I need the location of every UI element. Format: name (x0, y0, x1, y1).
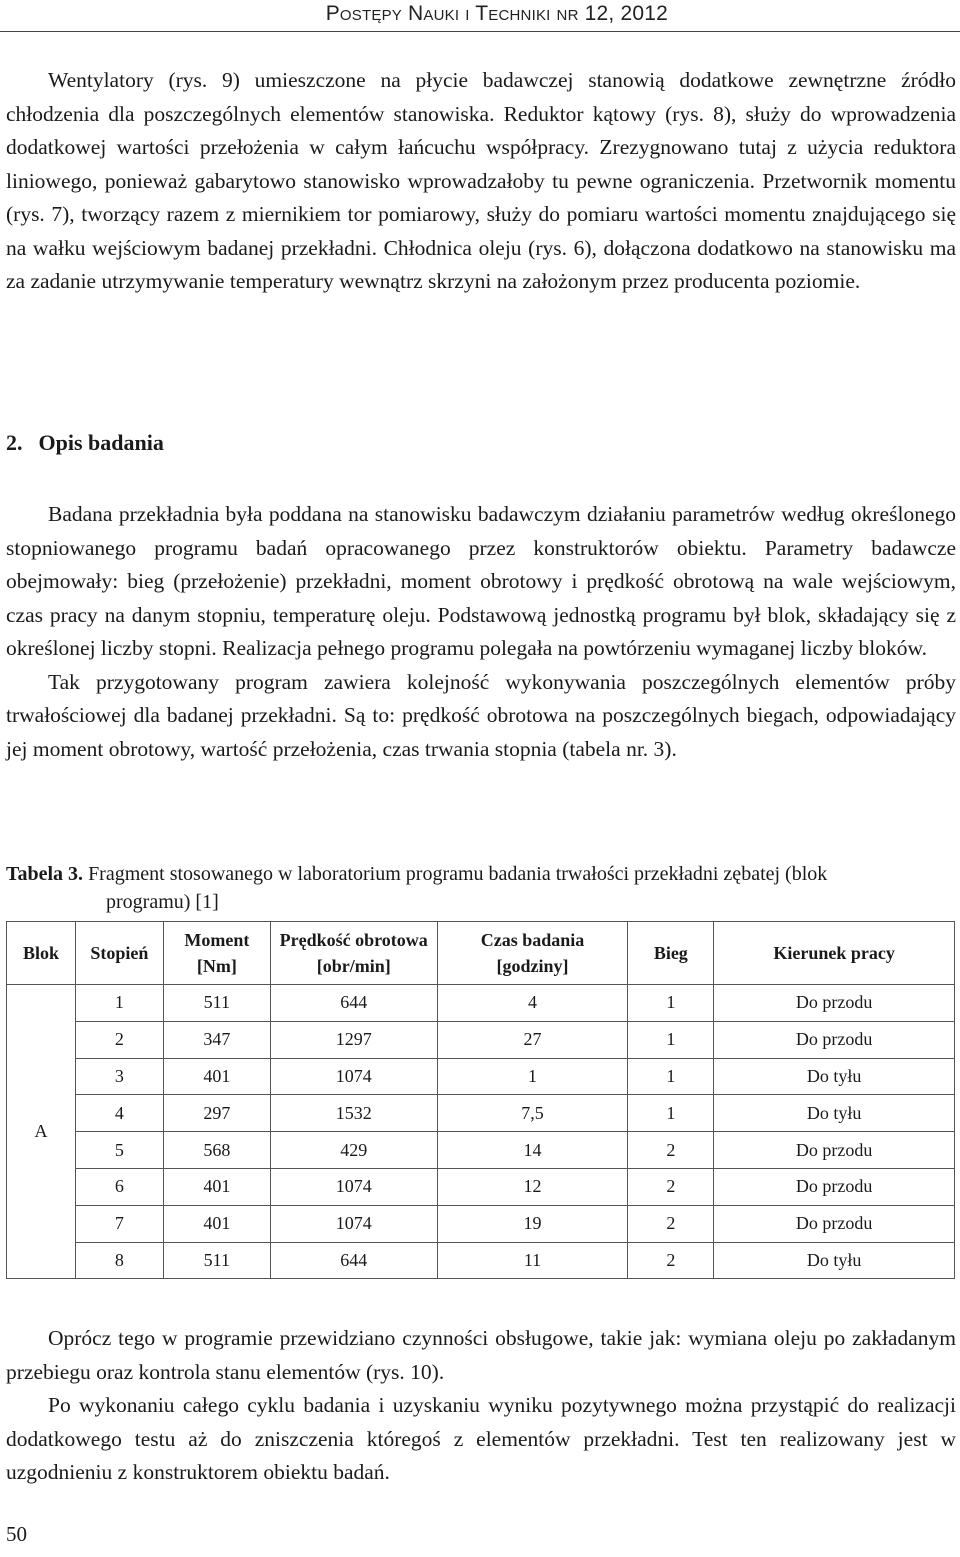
cell-predkosc: 1532 (270, 1095, 437, 1132)
body-text-closing (6, 1322, 956, 1490)
table-row (7, 1021, 955, 1058)
caption-text: Fragment stosowanego w laboratorium programu badania trwałości przekładni zębatej (blok (88, 863, 828, 885)
paragraph: Wentylatory (rys. 9) umieszczone na płycie badawczej stanowią dodatkowe zewnętrzne źródło chłodzenia dla poszczególnych elementów stanowiska. Reduktor kątowy (rys. 8), służy do wprowadzenia dodatkowej wartości przełożenia w całym łańcuchu współpracy. Zrezygnowano tutaj z użycia reduktora liniowego, ponieważ gabarytowo stanowisko wprowadzałoby tu pewne ograniczenia. Przetwornik momentu (rys. 7), tworzący razem z miernikiem tor pomiarowy, służy do pomiaru wartości momentu znajdującego się na wałku wejściowym badanej przekładni. Chłodnica oleju (rys. 6), dołączona dodatkowo na stanowisku ma za zadanie utrzymywanie temperatury wewnątrz skrzyni na założonym przez producenta poziomie. (6, 68, 956, 293)
cell-stopien: 1 (75, 985, 163, 1022)
table-row (7, 1095, 955, 1132)
cell-czas: 7,5 (437, 1095, 628, 1132)
cell-kierunek: Do tyłu (714, 1058, 955, 1095)
cell-kierunek: Do tyłu (714, 1242, 955, 1279)
body-text-description (6, 498, 956, 766)
cell-moment: 401 (163, 1168, 270, 1205)
header-predkosc: Prędkość obrotowa [obr/min] (270, 922, 437, 985)
paragraph: Po wykonaniu całego cyklu badania i uzyskaniu wyniku pozytywnego można przystąpić do realizacji dodatkowego testu aż do zniszczenia któregoś z elementów przekładni. Test ten realizowany jest w uzgodnieniu z konstruktorem obiektu badań. (6, 1393, 956, 1484)
caption-text-continued: programu) [1] (106, 891, 219, 913)
cell-bieg: 1 (628, 1021, 714, 1058)
table-row (7, 985, 955, 1022)
table-body (7, 985, 955, 1279)
cell-bieg: 2 (628, 1132, 714, 1169)
header-blok: Blok (7, 922, 76, 985)
cell-moment: 297 (163, 1095, 270, 1132)
table-header-row (7, 922, 955, 985)
paragraph: Oprócz tego w programie przewidziano czynności obsługowe, takie jak: wymiana oleju po zakładanym przebiegu oraz kontrola stanu elementów (rys. 10). (6, 1326, 956, 1384)
body-text-intro (6, 64, 956, 299)
table-row (7, 1058, 955, 1095)
section-number: 2. (6, 430, 23, 455)
cell-bieg: 2 (628, 1242, 714, 1279)
cell-moment: 401 (163, 1205, 270, 1242)
cell-czas: 4 (437, 985, 628, 1022)
page-number: 50 (6, 1522, 27, 1546)
cell-stopien: 7 (75, 1205, 163, 1242)
cell-bieg: 2 (628, 1205, 714, 1242)
table-row (7, 1242, 955, 1279)
section-heading (6, 430, 164, 456)
header-kierunek: Kierunek pracy (714, 922, 955, 985)
test-program-table (6, 921, 955, 1279)
caption-label: Tabela 3. (6, 863, 84, 885)
table-row (7, 1132, 955, 1169)
cell-czas: 19 (437, 1205, 628, 1242)
cell-kierunek: Do przodu (714, 1168, 955, 1205)
paragraph: Badana przekładnia była poddana na stanowisku badawczym działaniu parametrów według określonego stopniowanego programu badań opracowanego przez konstruktorów obiektu. Parametry badawcze obejmowały: bieg (przełożenie) przekładni, moment obrotowy i prędkość obrotową na wale wejściowym, czas pracy na danym stopniu, temperaturę oleju. Podstawową jednostką programu był blok, składający się z określonej liczby stopni. Realizacja pełnego programu polegała na powtórzeniu wymaganej liczby bloków. (6, 502, 956, 660)
cell-bieg: 2 (628, 1168, 714, 1205)
caption-line (6, 860, 956, 888)
cell-predkosc: 1074 (270, 1058, 437, 1095)
cell-kierunek: Do przodu (714, 985, 955, 1022)
page-header (0, 0, 960, 32)
cell-bieg: 1 (628, 1095, 714, 1132)
cell-czas: 12 (437, 1168, 628, 1205)
cell-czas: 27 (437, 1021, 628, 1058)
cell-predkosc: 429 (270, 1132, 437, 1169)
header-stopien: Stopień (75, 922, 163, 985)
cell-kierunek: Do tyłu (714, 1095, 955, 1132)
table-row (7, 1168, 955, 1205)
cell-kierunek: Do przodu (714, 1021, 955, 1058)
cell-predkosc: 644 (270, 985, 437, 1022)
block-cell: A (7, 985, 76, 1279)
header-bieg: Bieg (628, 922, 714, 985)
cell-stopien: 5 (75, 1132, 163, 1169)
header-rule (0, 31, 960, 32)
cell-bieg: 1 (628, 1058, 714, 1095)
cell-stopien: 2 (75, 1021, 163, 1058)
cell-moment: 347 (163, 1021, 270, 1058)
cell-moment: 401 (163, 1058, 270, 1095)
paragraph: Tak przygotowany program zawiera kolejność wykonywania poszczególnych elementów próby trwałościowej dla badanej przekładni. Są to: prędkość obrotowa na poszczególnych biegach, odpowiadający jej moment obrotowy, wartość przełożenia, czas trwania stopnia (tabela nr. 3). (6, 669, 956, 761)
cell-kierunek: Do przodu (714, 1132, 955, 1169)
cell-czas: 14 (437, 1132, 628, 1169)
table-row (7, 1205, 955, 1242)
section-title: Opis badania (38, 430, 164, 455)
cell-czas: 1 (437, 1058, 628, 1095)
journal-title: Postępy Nauki i Techniki nr 12, 2012 (325, 2, 668, 25)
data-table (6, 921, 955, 1279)
cell-predkosc: 1297 (270, 1021, 437, 1058)
cell-predkosc: 1074 (270, 1205, 437, 1242)
cell-stopien: 8 (75, 1242, 163, 1279)
cell-bieg: 1 (628, 985, 714, 1022)
cell-predkosc: 1074 (270, 1168, 437, 1205)
cell-stopien: 4 (75, 1095, 163, 1132)
cell-moment: 568 (163, 1132, 270, 1169)
cell-predkosc: 644 (270, 1242, 437, 1279)
cell-moment: 511 (163, 985, 270, 1022)
cell-czas: 11 (437, 1242, 628, 1279)
header-moment: Moment [Nm] (163, 922, 270, 985)
cell-moment: 511 (163, 1242, 270, 1279)
table-caption (6, 860, 956, 916)
header-czas: Czas badania [godziny] (437, 922, 628, 985)
cell-kierunek: Do przodu (714, 1205, 955, 1242)
cell-stopien: 3 (75, 1058, 163, 1095)
cell-stopien: 6 (75, 1168, 163, 1205)
